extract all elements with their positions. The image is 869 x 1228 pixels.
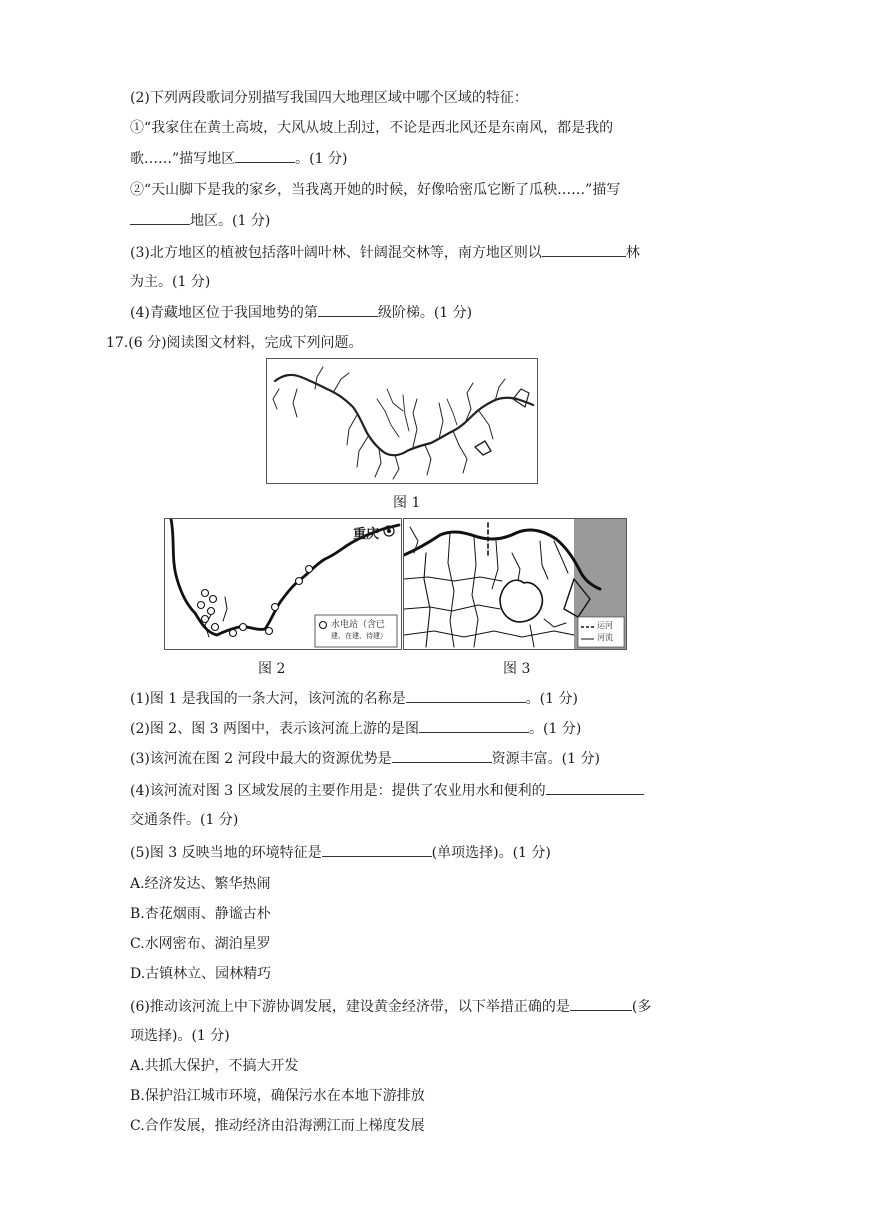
q17-part2: (2)图 2、图 3 两图中，表示该河流上游的是图 。(1 分) <box>130 718 581 739</box>
answer-blank[interactable] <box>322 842 432 857</box>
q16-part2-lyric1-line2: 歌……”描写地区 。(1 分) <box>130 148 347 169</box>
q16-part2-lyric2-line2: 地区。(1 分) <box>130 210 270 231</box>
q17-part6-option-b[interactable]: B.保护沿江城市环境，确保污水在本地下游排放 <box>130 1088 425 1104</box>
figure-3-water-network-map <box>403 518 627 650</box>
figure-1-caption: 图 1 <box>393 495 421 511</box>
q17-part6-line2: 项选择)。(1 分) <box>130 1028 230 1044</box>
q17-part5-option-a[interactable]: A.经济发达、繁华热闹 <box>130 876 271 892</box>
q16-part3-line1: (3)北方地区的植被包括落叶阔叶林、针阔混交林等，南方地区则以 林 <box>130 242 640 263</box>
answer-blank[interactable] <box>406 688 526 703</box>
q17-part4-line1: (4)该河流对图 3 区域发展的主要作用是：提供了农业用水和便利的 <box>130 780 644 801</box>
figure-2-hydropower-map <box>164 518 402 650</box>
q17-part1: (1)图 1 是我国的一条大河，该河流的名称是 。(1 分) <box>130 688 578 709</box>
figure-3-caption: 图 3 <box>503 661 531 677</box>
q17-header: 17.(6 分)阅读图文材料，完成下列问题。 <box>106 335 363 351</box>
q17-part6-option-a[interactable]: A.共抓大保护，不搞大开发 <box>130 1058 299 1074</box>
q16-part4: (4)青藏地区位于我国地势的第 级阶梯。(1 分) <box>130 302 472 323</box>
answer-blank[interactable] <box>570 996 632 1011</box>
answer-blank[interactable] <box>546 780 644 795</box>
figure-3-river-drawing <box>404 519 626 649</box>
figure-1-river-map <box>266 358 538 484</box>
answer-blank[interactable] <box>130 210 190 225</box>
q17-part5-option-c[interactable]: C.水网密布、湖泊星罗 <box>130 936 271 952</box>
figure-2-caption: 图 2 <box>258 661 286 677</box>
answer-blank[interactable] <box>542 242 626 257</box>
q17-part6-option-c[interactable]: C.合作发展，推动经济由沿海溯江而上梯度发展 <box>130 1118 425 1134</box>
answer-blank[interactable] <box>419 718 529 733</box>
answer-blank[interactable] <box>318 302 378 317</box>
q17-part4-line2: 交通条件。(1 分) <box>130 812 239 828</box>
q17-part5-option-d[interactable]: D.古镇林立、园林精巧 <box>130 966 272 982</box>
q17-part6-line1: (6)推动该河流上中下游协调发展，建设黄金经济带，以下举措正确的是 (多 <box>130 996 651 1017</box>
answer-blank[interactable] <box>392 748 492 763</box>
q17-part5-option-b[interactable]: B.杏花烟雨、静谧古朴 <box>130 906 271 922</box>
answer-blank[interactable] <box>235 148 295 163</box>
q16-part2-lyric2-line1: ②“天山脚下是我的家乡，当我离开她的时候，好像哈密瓜它断了瓜秧……”描写 <box>130 182 621 198</box>
q16-part3-line2: 为主。(1 分) <box>130 274 211 290</box>
city-label-chongqing: 重庆 <box>353 527 380 542</box>
q17-part3: (3)该河流在图 2 河段中最大的资源优势是 资源丰富。(1 分) <box>130 748 600 769</box>
figure-1-river-drawing <box>267 359 537 483</box>
q17-part5: (5)图 3 反映当地的环境特征是 (单项选择)。(1 分) <box>130 842 551 863</box>
q16-part2-prompt: (2)下列两段歌词分别描写我国四大地理区域中哪个区域的特征： <box>130 90 528 106</box>
q16-part2-lyric1-line1: ①“我家住在黄土高坡，大风从坡上刮过，不论是西北风还是东南风，都是我的 <box>130 120 614 136</box>
figure-2-legend: 水电站（含已 建、在建、待建） <box>331 620 387 640</box>
figure-3-legend: 运河 河流 <box>597 621 613 642</box>
